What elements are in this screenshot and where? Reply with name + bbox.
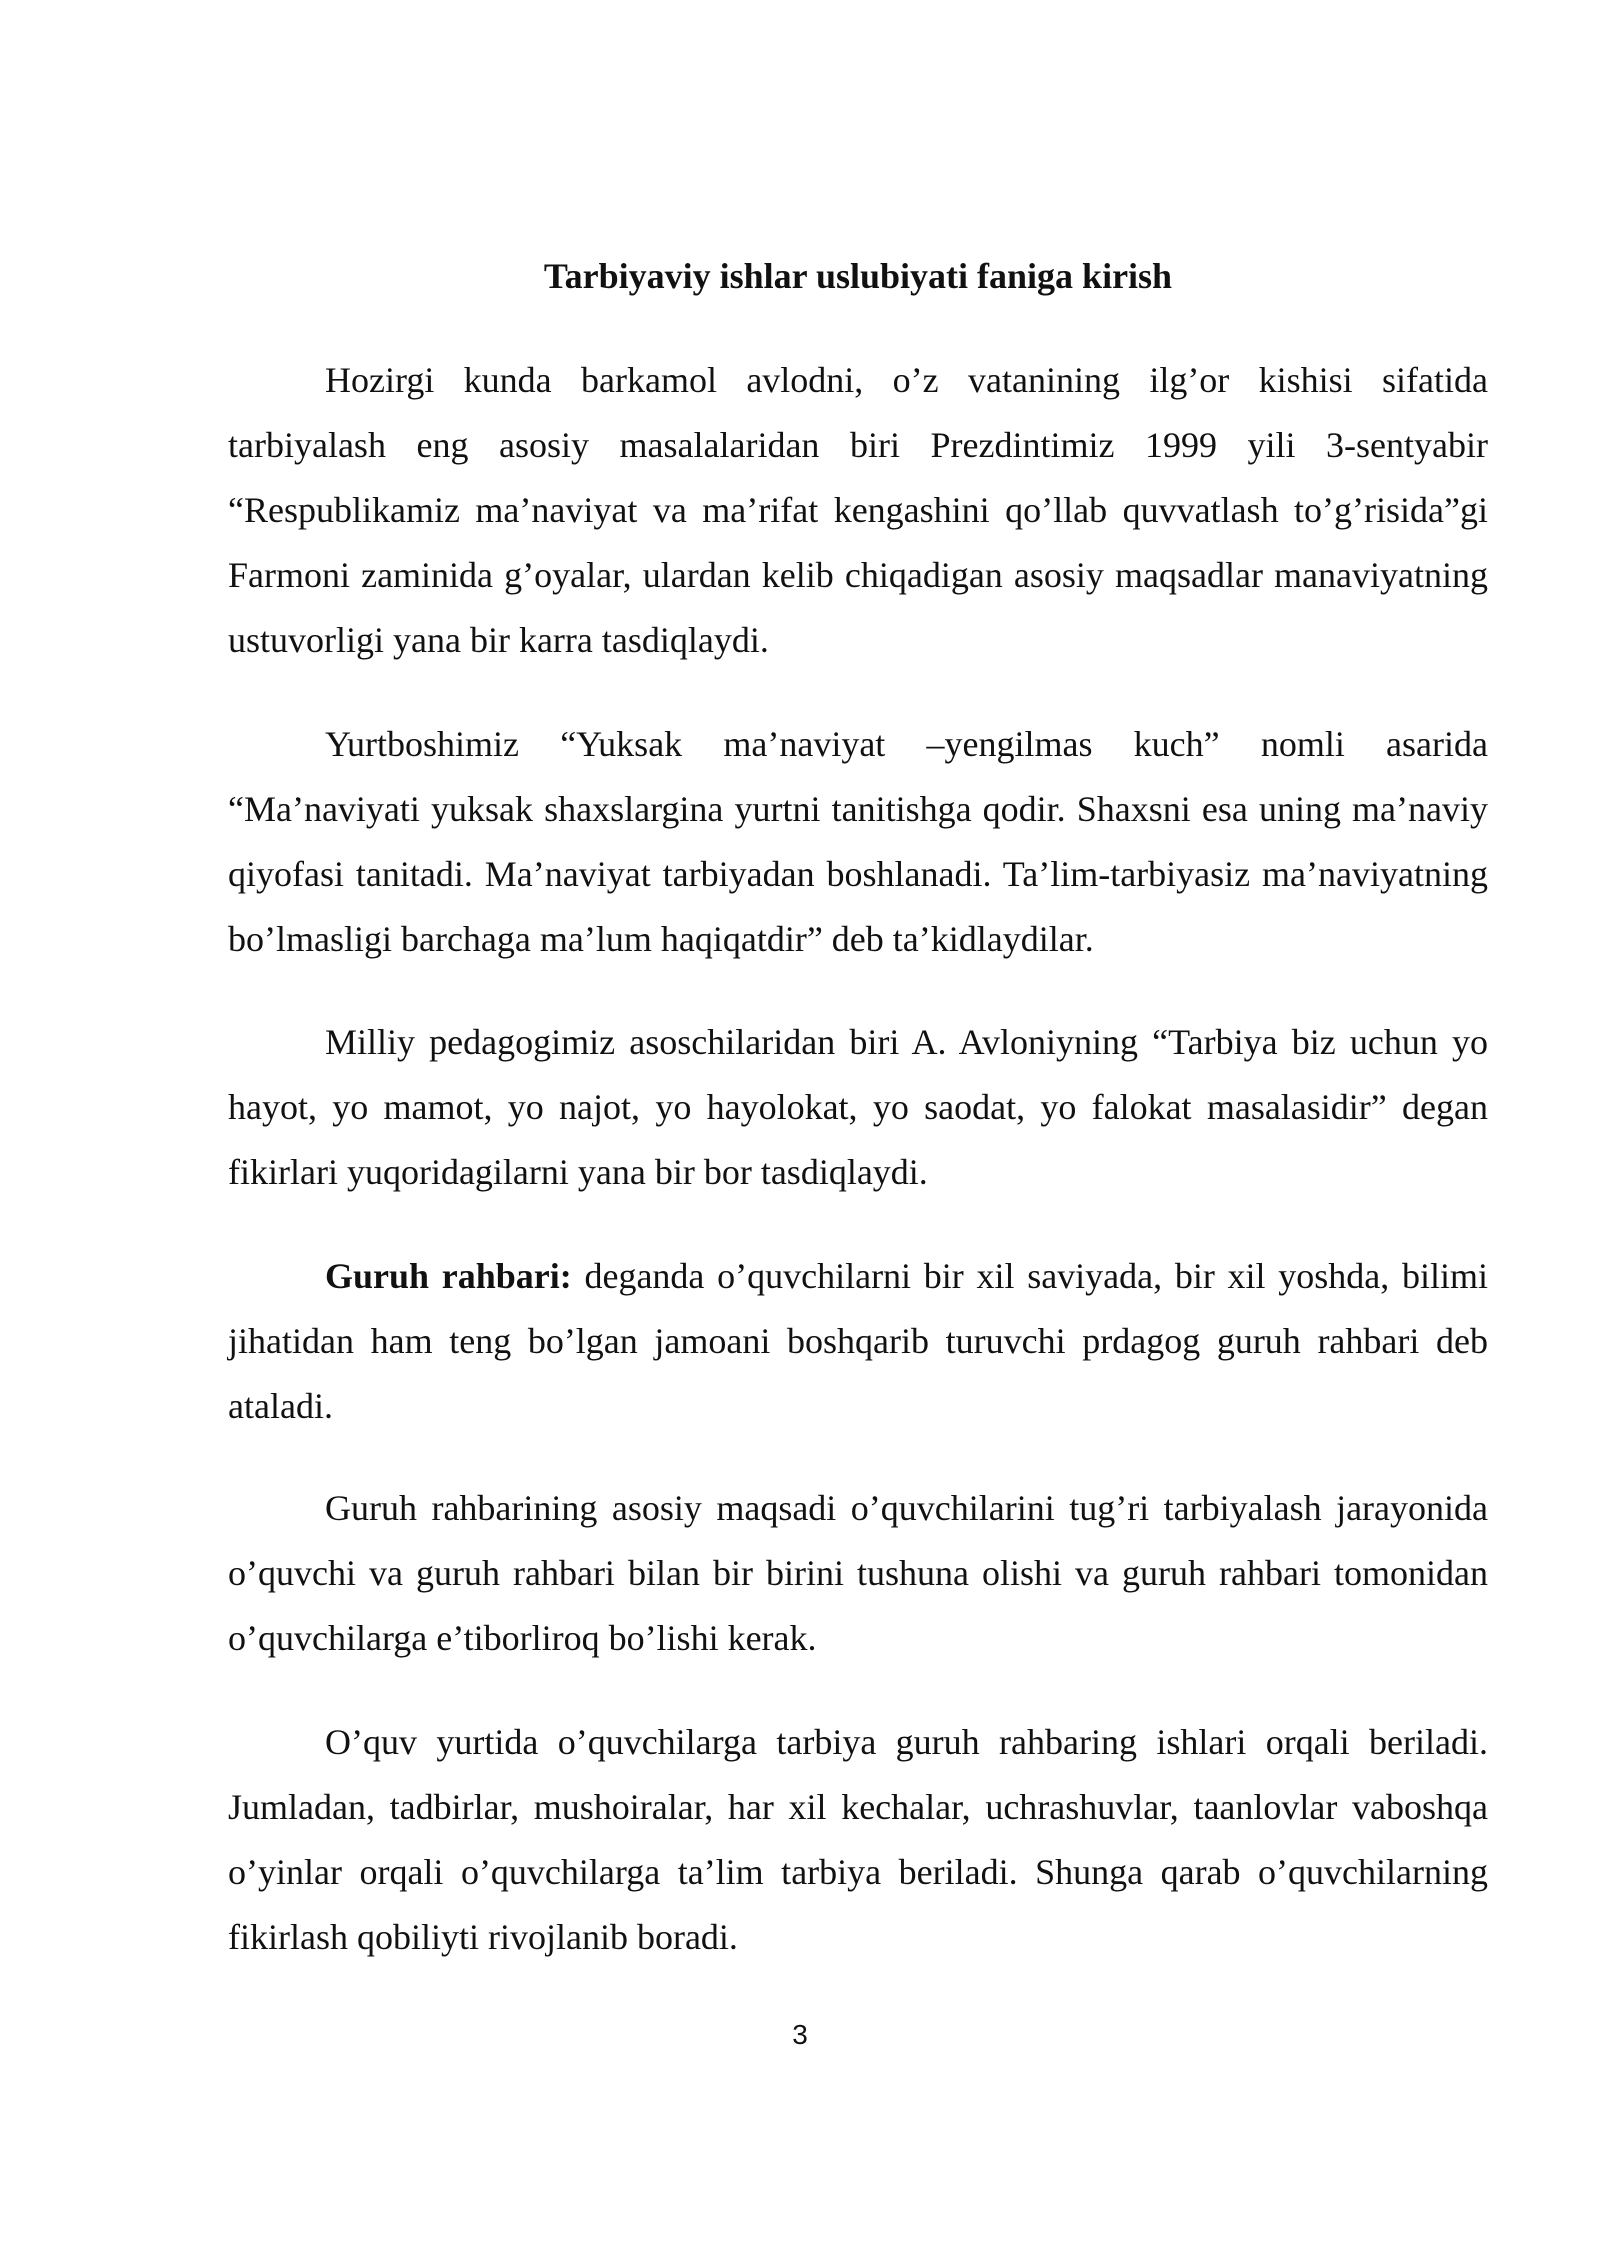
paragraph-group-leader-goal: Guruh rahbarining asosiy maqsadi o’quvchilarini tug’ri tarbiyalash jarayonida o’quvchi va guruh rahbari bilan bir birini tushuna olishi va guruh rahbari tomonidan o’quvchilarga e’tiborliroq bo’lishi kerak. [228,1488,1488,1658]
paragraph-definition [228,1244,1488,1439]
document-title: Tarbiyaviy ishlar uslubiyati faniga kirish [543,256,1173,296]
definition-term: Guruh rahbari: [325,1256,572,1296]
paragraph-intro: Hozirgi kunda barkamol avlodni, o’z vatanining ilg’or kishisi sifatida tarbiyalash eng asosiy masalalaridan biri Prezdintimiz 1999 yili 3-sentyabir “Respublikamiz ma’naviyat va ma’rifat kengashini qo’llab quvvatlash to’g’risida”gi Farmoni zaminida g’oyalar, ulardan kelib chiqadigan asosiy maqsadlar manaviyatning ustuvorligi yana bir karra tasdiqlaydi. [228,360,1488,660]
page-number: 3 [792,2019,808,2050]
paragraph-education-activities: O’quv yurtida o’quvchilarga tarbiya guruh rahbaring ishlari orqali beriladi. Jumladan, tadbirlar, mushoiralar, har xil kechalar, uchrashuvlar, taanlovlar vaboshqa o’yinlar orqali o’quvchilarga ta’lim tarbiya beriladi. Shunga qarab o’quvchilarning fikirlash qobiliyti rivojlanib boradi. [228,1722,1488,1957]
paragraph-avloniy-quote: Milliy pedagogimiz asoschilaridan biri A. Avloniyning “Tarbiya biz uchun yo hayot, yo mamot, yo najot, yo hayolokat, yo saodat, yo falokat masalasidir” degan fikirlari yuqoridagilarni yana bir bor tasdiqlaydi. [228,1022,1488,1192]
definition-text: deganda o’quvchilarni bir xil saviyada, bir xil yoshda, bilimi jihatidan ham teng bo’lgan jamoani boshqarib turuvchi prdagog guruh rahbari deb ataladi. [228,1256,1488,1426]
paragraph-quote-yurtboshimiz: Yurtboshimiz “Yuksak ma’naviyat –yengilmas kuch” nomli asarida “Ma’naviyati yuksak shaxslargina yurtni tanitishga qodir. Shaxsni esa uning ma’naviy qiyofasi tanitadi. Ma’naviyat tarbiyadan boshlanadi. Ta’lim-tarbiyasiz ma’naviyatning bo’lmasligi barchaga ma’lum haqiqatdir” deb ta’kidlaydilar. [228,724,1488,959]
